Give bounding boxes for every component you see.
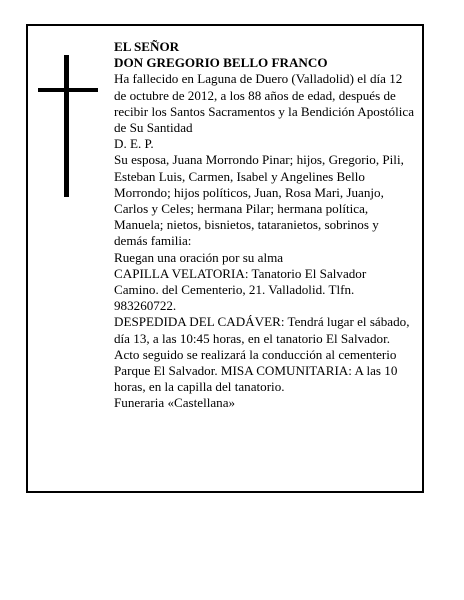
obituary-text-block — [114, 39, 414, 412]
family-list: Su esposa, Juana Morrondo Pinar; hijos, Gregorio, Pili, Esteban Luis, Carmen, Isabel y Angelines Bello Morrondo; hijos políticos, Juan, Rosa Mari, Juanjo, Carlos y Celes; hermana Pilar; hermana política, Manuela; nietos, bisnietos, tataranietos, sobrinos y demás familia: — [114, 152, 404, 249]
farewell-info: DESPEDIDA DEL CADÁVER: Tendrá lugar el sábado, día 13, a las 10:45 horas, en el tanatorio El Salvador. Acto seguido se realizará la conducción al cementerio Parque El Salvador. MISA COMUNITARIA: A las 10 horas, en la capilla del tanatorio. — [114, 314, 410, 395]
funeral-home: Funeraria «Castellana» — [114, 395, 236, 411]
deceased-name: DON GREGORIO BELLO FRANCO — [114, 55, 328, 71]
rip-line: D. E. P. — [114, 136, 154, 152]
chapel-info: CAPILLA VELATORIA: Tanatorio El Salvador Camino. del Cementerio, 21. Valladolid. Tlfn. 983260722. — [114, 265, 367, 314]
cross-vertical-bar — [64, 55, 69, 197]
prayer-request: Ruegan una oración por su alma — [114, 249, 284, 265]
death-announcement: Ha fallecido en Laguna de Duero (Valladolid) el día 12 de octubre de 2012, a los 88 años de edad, después de recibir los Santos Sacramentos y la Bendición Apostólica de Su Santidad — [114, 71, 415, 136]
cross-horizontal-bar — [38, 88, 98, 92]
latin-cross-icon — [38, 55, 98, 197]
heading-title: EL SEÑOR — [114, 39, 180, 54]
